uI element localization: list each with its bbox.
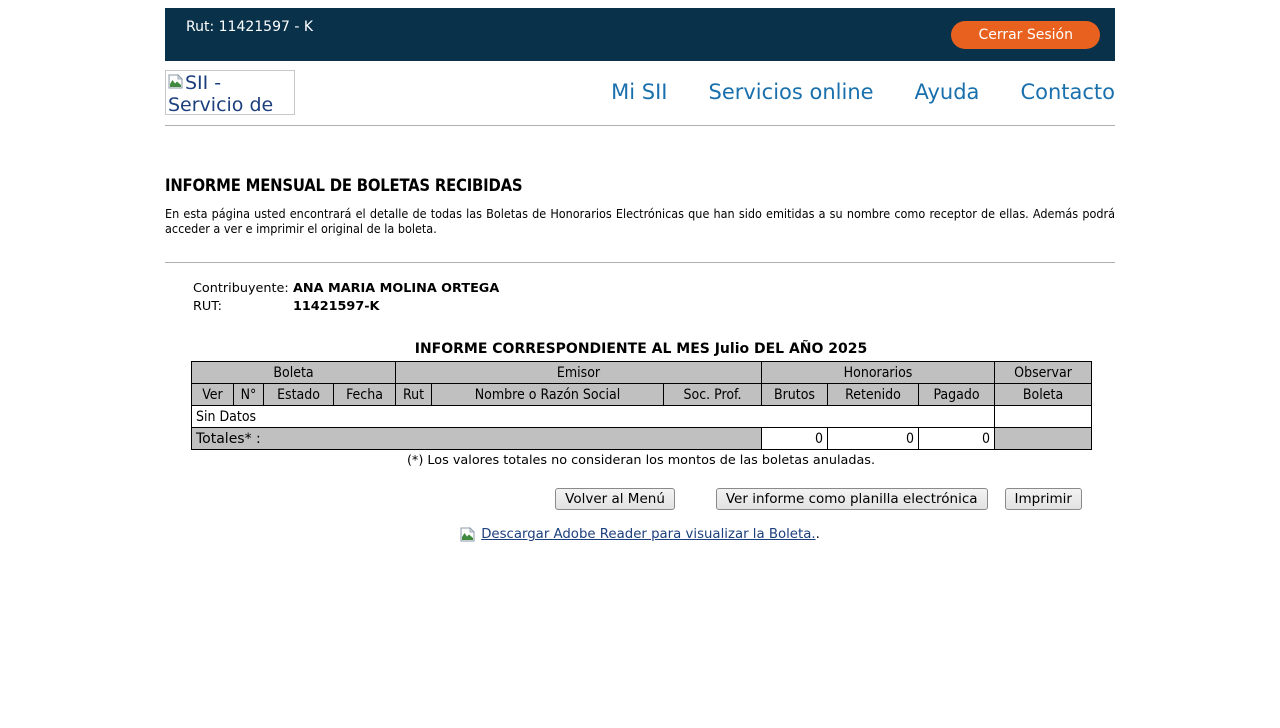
col-header-fecha: Fecha [334, 384, 396, 406]
action-buttons [165, 488, 1115, 510]
totals-footnote: (*) Los valores totales no consideran los montos de las boletas anuladas. [406, 453, 876, 469]
totals-label-cell: Totales* : [192, 428, 762, 450]
totals-row [192, 428, 1092, 450]
taxpayer-rut-label: RUT: [193, 299, 222, 315]
view-spreadsheet-button[interactable]: Ver informe como planilla electrónica [716, 488, 988, 510]
col-header-boleta-obs: Boleta [995, 384, 1092, 406]
taxpayer-info [165, 280, 1115, 316]
totals-retenido-cell: 0 [828, 428, 919, 450]
adobe-link-suffix: . [815, 527, 820, 543]
download-adobe-reader-link[interactable]: Descargar Adobe Reader para visualizar la Boleta. [481, 527, 816, 543]
logo-alt-text: SII - Servicio de [168, 71, 274, 115]
logout-button[interactable]: Cerrar Sesión [951, 21, 1100, 49]
col-header-retenido: Retenido [828, 384, 919, 406]
report-table [191, 361, 1092, 450]
page-title: INFORME MENSUAL DE BOLETAS RECIBIDAS [165, 176, 523, 195]
broken-image-icon [168, 74, 184, 89]
column-header-row [192, 384, 1092, 406]
col-header-razon-social: Nombre o Razón Social [432, 384, 664, 406]
broken-image-icon [460, 527, 476, 542]
col-header-brutos: Brutos [762, 384, 828, 406]
empty-data-row [192, 406, 1092, 428]
print-button[interactable]: Imprimir [1005, 488, 1082, 510]
section-divider [165, 262, 1115, 263]
adobe-reader-row [165, 527, 1115, 542]
nav-contacto[interactable]: Contacto [1020, 80, 1115, 104]
session-bar [165, 8, 1115, 61]
nav-mi-sii[interactable]: Mi SII [611, 80, 668, 104]
site-header [165, 69, 1115, 115]
col-header-ver: Ver [192, 384, 234, 406]
group-header-boleta: Boleta [192, 362, 396, 384]
header-divider [165, 125, 1115, 126]
page-container [165, 8, 1115, 542]
sii-logo[interactable] [165, 70, 295, 115]
nav-ayuda[interactable]: Ayuda [914, 80, 980, 104]
group-header-observar: Observar [995, 362, 1092, 384]
col-header-rut: Rut [396, 384, 432, 406]
group-header-emisor: Emisor [396, 362, 762, 384]
nav-servicios-online[interactable]: Servicios online [708, 80, 874, 104]
totals-observar-cell [995, 428, 1092, 450]
group-header-row [192, 362, 1092, 384]
col-header-pagado: Pagado [919, 384, 995, 406]
col-header-numero: N° [234, 384, 264, 406]
empty-data-cell: Sin Datos [192, 406, 995, 428]
col-header-soc-prof: Soc. Prof. [664, 384, 762, 406]
main-nav [611, 80, 1115, 104]
group-header-honorarios: Honorarios [762, 362, 995, 384]
page-description: En esta página usted encontrará el detalle de todas las Boletas de Honorarios Electrónicas que han sido emitidas a su nombre como receptor de ellas. Además podrá acceder a ver e imprimir el original de la boleta. [165, 206, 1115, 237]
back-to-menu-button[interactable]: Volver al Menú [555, 488, 675, 510]
report-title: INFORME CORRESPONDIENTE AL MES Julio DEL AÑO 2025 [414, 341, 868, 358]
totals-brutos-cell: 0 [762, 428, 828, 450]
taxpayer-rut-value: 11421597-K [293, 299, 380, 315]
taxpayer-name-label: Contribuyente: [193, 281, 289, 297]
totals-pagado-cell: 0 [919, 428, 995, 450]
taxpayer-name-value: ANA MARIA MOLINA ORTEGA [293, 281, 500, 297]
session-rut-text: Rut: 11421597 - K [186, 19, 314, 35]
empty-observar-cell [995, 406, 1092, 428]
col-header-estado: Estado [264, 384, 334, 406]
